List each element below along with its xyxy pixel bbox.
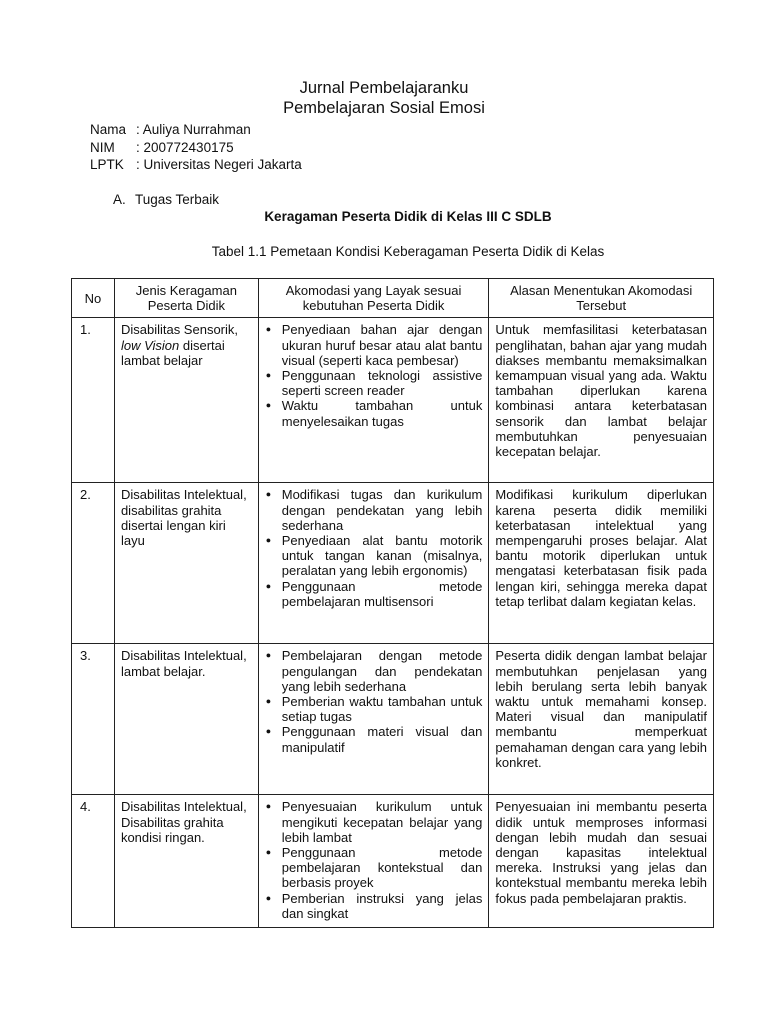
akomodasi-item: ● Penggunaan materi visual dan manipulatif — [265, 724, 483, 754]
section-heading — [113, 192, 219, 207]
akomodasi-item: ● Pemberian instruksi yang jelas dan singkat — [265, 891, 483, 921]
row-number: 2. — [72, 483, 115, 644]
identity-label: Nama — [90, 122, 127, 137]
diversity-table — [71, 278, 714, 928]
row-akomodasi — [258, 483, 489, 644]
akomodasi-item: ● Penggunaan teknologi assistive seperti screen reader — [265, 368, 483, 398]
section-title: Tugas Terbaik — [135, 192, 220, 207]
akomodasi-item: ● Waktu tambahan untuk menyelesaikan tugas — [265, 398, 483, 428]
table-row — [72, 318, 714, 483]
row-jenis: Disabilitas Intelektual, lambat belajar. — [114, 644, 258, 795]
table-row — [72, 644, 714, 795]
identity-value: : 200772430175 — [136, 139, 234, 155]
akomodasi-item: ● Penyediaan alat bantu motorik untuk tangan kanan (misalnya, peralatan yang lebih ergonomis) — [265, 533, 483, 579]
header-akomodasi: Akomodasi yang Layak sesuai kebutuhan Peserta Didik — [258, 279, 489, 318]
row-jenis: Disabilitas Intelektual, disabilitas grahita disertai lengan kiri layu — [114, 483, 258, 644]
header-alasan: Alasan Menentukan Akomodasi Tersebut — [489, 279, 714, 318]
header-no: No — [72, 279, 115, 318]
journal-subtitle: Pembelajaran Sosial Emosi — [283, 99, 485, 117]
table-caption: Tabel 1.1 Pemetaan Kondisi Keberagaman Peserta Didik di Kelas — [211, 244, 605, 259]
table-row — [72, 483, 714, 644]
row-jenis: Disabilitas Intelektual, Disabilitas grahita kondisi ringan. — [114, 795, 258, 928]
identity-value: : Universitas Negeri Jakarta — [136, 157, 302, 172]
identity-block — [90, 121, 302, 174]
header-jenis: Jenis Keragaman Peserta Didik — [114, 279, 258, 318]
identity-nim — [90, 139, 302, 157]
jenis-text: Disabilitas Sensorik, — [120, 322, 238, 338]
jenis-text: disertai lambat belajar — [120, 337, 225, 368]
identity-label: NIM — [90, 139, 115, 155]
identity-name — [90, 121, 302, 139]
akomodasi-item: ● Pembelajaran dengan metode pengulangan dan pendekatan yang lebih sederhana — [265, 648, 483, 694]
row-akomodasi — [258, 644, 489, 795]
journal-title: Jurnal Pembelajaranku — [299, 79, 469, 97]
akomodasi-item: ● Pemberian waktu tambahan untuk setiap tugas — [265, 694, 483, 724]
row-number: 4. — [72, 795, 115, 928]
table-header-row — [72, 279, 714, 318]
akomodasi-item: ● Penggunaan metode pembelajaran kontekstual dan berbasis proyek — [265, 845, 483, 891]
akomodasi-item: ● Penyediaan bahan ajar dengan ukuran huruf besar atau alat bantu visual (seperti kaca pembesar) — [265, 322, 483, 368]
akomodasi-item: ● Penyesuaian kurikulum untuk mengikuti kecepatan belajar yang lebih lambat — [265, 799, 483, 845]
row-jenis — [114, 318, 258, 483]
jenis-italic: low Vision — [120, 337, 180, 353]
row-alasan: Modifikasi kurikulum diperlukan karena peserta didik memiliki keterbatasan intelektual yang mempengaruhi proses belajar. Alat bantu motorik diperlukan untuk mengatasi keterbatasan fisik pada lengan kiri, sehingga mereka dapat tetap terlibat dalam kegiatan kelas. — [489, 483, 714, 644]
section-letter: A. — [113, 192, 126, 207]
identity-lptk — [90, 156, 302, 174]
akomodasi-item: ● Penggunaan metode pembelajaran multisensori — [265, 579, 483, 609]
content-title: Keragaman Peserta Didik di Kelas III C SDLB — [264, 209, 552, 224]
row-number: 3. — [72, 644, 115, 795]
row-alasan: Peserta didik dengan lambat belajar membutuhkan penjelasan yang lebih berulang serta lebih banyak waktu untuk memahami konsep. Materi visual dan manipulatif membantu memperkuat pemahaman dengan cara yang lebih konkret. — [489, 644, 714, 795]
row-akomodasi — [258, 318, 489, 483]
row-akomodasi — [258, 795, 489, 928]
identity-value: : Auliya Nurrahman — [136, 122, 251, 137]
table-row — [72, 795, 714, 928]
row-alasan: Penyesuaian ini membantu peserta didik untuk memproses informasi dengan lebih mudah dan sesuai dengan kapasitas intelektual mereka. Instruksi yang jelas dan kontekstual membantu mereka lebih fokus pada pembelajaran praktis. — [489, 795, 714, 928]
identity-label: LPTK — [90, 157, 124, 172]
row-number: 1. — [72, 318, 115, 483]
akomodasi-item: ● Modifikasi tugas dan kurikulum dengan pendekatan yang lebih sederhana — [265, 487, 483, 533]
row-alasan: Untuk memfasilitasi keterbatasan penglihatan, bahan ajar yang mudah diakses membantu memaksimalkan kemampuan visual yang ada. Waktu tambahan diperlukan karena kombinasi antara keterbatasan sensorik dan lambat belajar membutuhkan penyesuaian kecepatan belajar. — [489, 318, 714, 483]
